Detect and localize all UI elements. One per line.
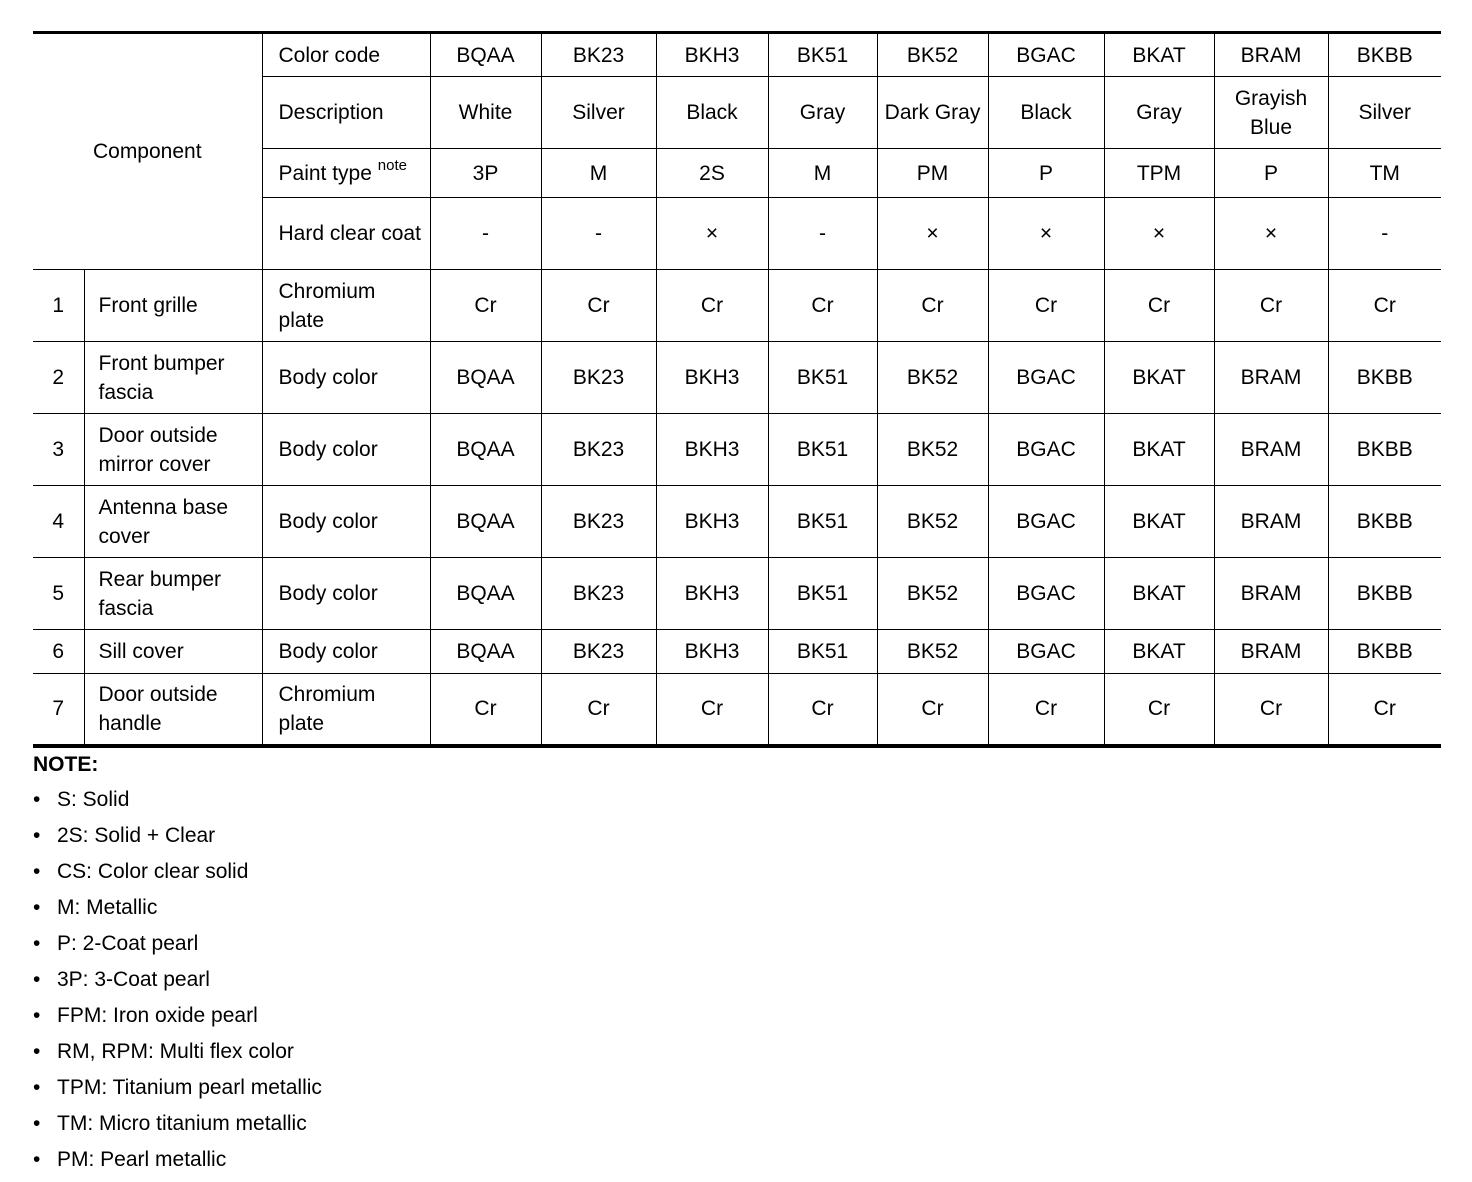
finish-value-cell: BGAC — [988, 414, 1104, 486]
finish-value-cell: Cr — [656, 270, 768, 342]
finish-value-cell: BKH3 — [656, 486, 768, 558]
finish-value-cell: BK23 — [541, 558, 656, 630]
note-item-text: 2S: Solid + Clear — [57, 824, 216, 847]
finish-value-cell: BGAC — [988, 342, 1104, 414]
finish-value-cell: BKAT — [1104, 342, 1214, 414]
component-row — [33, 342, 1441, 414]
finish-value-cell: BKBB — [1328, 342, 1441, 414]
color-code-cell: BKH3 — [656, 33, 768, 77]
finish-value-cell: Cr — [1104, 674, 1214, 746]
hard-clear-coat-label: Hard clear coat — [262, 198, 430, 270]
description-cell: Black — [988, 77, 1104, 149]
paint-type-text: Paint type — [278, 161, 372, 185]
paint-type-cell: TPM — [1104, 149, 1214, 198]
component-name: Antenna base cover — [84, 486, 262, 558]
finish-value-cell: BKH3 — [656, 558, 768, 630]
finish-value-cell: BKBB — [1328, 486, 1441, 558]
note-item-text: TM: Micro titanium metallic — [57, 1112, 307, 1135]
hard-clear-coat-cell: × — [988, 198, 1104, 270]
color-code-cell: BKAT — [1104, 33, 1214, 77]
finish-value-cell: BK51 — [768, 558, 877, 630]
finish-value-cell: BK51 — [768, 486, 877, 558]
paint-color-table — [33, 31, 1441, 748]
paint-type-cell: M — [541, 149, 656, 198]
finish-value-cell: BQAA — [430, 630, 541, 674]
note-item — [33, 786, 322, 822]
finish-value-cell: Cr — [988, 674, 1104, 746]
row-number: 1 — [33, 270, 84, 342]
paint-type-cell: TM — [1328, 149, 1441, 198]
finish-value-cell: BKBB — [1328, 558, 1441, 630]
paint-type-cell: P — [988, 149, 1104, 198]
note-item — [33, 1074, 322, 1110]
hard-clear-coat-cell: - — [1328, 198, 1441, 270]
component-row — [33, 486, 1441, 558]
note-item-text: 3P: 3-Coat pearl — [57, 968, 210, 991]
paint-type-cell: M — [768, 149, 877, 198]
note-item-text: TPM: Titanium pearl metallic — [57, 1076, 322, 1099]
finish-type: Body color — [262, 558, 430, 630]
component-row — [33, 558, 1441, 630]
finish-value-cell: Cr — [1214, 270, 1328, 342]
finish-type: Body color — [262, 342, 430, 414]
row-number: 7 — [33, 674, 84, 746]
component-name: Rear bumper fascia — [84, 558, 262, 630]
finish-value-cell: BK51 — [768, 342, 877, 414]
finish-value-cell: BKAT — [1104, 486, 1214, 558]
finish-type: Body color — [262, 630, 430, 674]
finish-value-cell: BGAC — [988, 486, 1104, 558]
paint-type-cell: 2S — [656, 149, 768, 198]
finish-value-cell: Cr — [656, 674, 768, 746]
note-superscript: note — [377, 156, 407, 174]
description-cell: Dark Gray — [877, 77, 988, 149]
finish-value-cell: BK51 — [768, 630, 877, 674]
finish-value-cell: BRAM — [1214, 558, 1328, 630]
paint-type-cell: P — [1214, 149, 1328, 198]
description-cell: Silver — [1328, 77, 1441, 149]
color-code-cell: BKBB — [1328, 33, 1441, 77]
hard-clear-coat-cell: - — [541, 198, 656, 270]
note-item — [33, 1002, 322, 1038]
note-item-text: M: Metallic — [57, 896, 158, 919]
row-number: 4 — [33, 486, 84, 558]
component-name: Front bumper fascia — [84, 342, 262, 414]
finish-value-cell: BRAM — [1214, 342, 1328, 414]
note-item-text: CS: Color clear solid — [57, 860, 249, 883]
hard-clear-coat-cell: - — [430, 198, 541, 270]
component-row — [33, 270, 1441, 342]
finish-value-cell: BK23 — [541, 486, 656, 558]
finish-value-cell: BQAA — [430, 414, 541, 486]
description-cell: Grayish Blue — [1214, 77, 1328, 149]
finish-type: Body color — [262, 486, 430, 558]
note-item — [33, 822, 322, 858]
note-item-text: RM, RPM: Multi flex color — [57, 1040, 294, 1063]
note-item — [33, 1146, 322, 1182]
finish-value-cell: BK23 — [541, 342, 656, 414]
paint-type-cell: 3P — [430, 149, 541, 198]
finish-value-cell: BKH3 — [656, 630, 768, 674]
finish-value-cell: Cr — [768, 674, 877, 746]
finish-value-cell: Cr — [877, 674, 988, 746]
note-list — [33, 786, 322, 1182]
description-cell: Silver — [541, 77, 656, 149]
finish-value-cell: Cr — [1104, 270, 1214, 342]
component-name: Sill cover — [84, 630, 262, 674]
description-cell: White — [430, 77, 541, 149]
hard-clear-coat-cell: × — [1104, 198, 1214, 270]
finish-value-cell: Cr — [1328, 270, 1441, 342]
finish-value-cell: Cr — [430, 674, 541, 746]
finish-value-cell: BK23 — [541, 414, 656, 486]
finish-value-cell: Cr — [541, 270, 656, 342]
finish-value-cell: BKAT — [1104, 630, 1214, 674]
finish-value-cell: Cr — [1214, 674, 1328, 746]
color-code-label: Color code — [262, 33, 430, 77]
note-item — [33, 930, 322, 966]
bullet-icon: • — [33, 824, 41, 847]
note-item — [33, 1038, 322, 1074]
hard-clear-coat-cell: × — [877, 198, 988, 270]
bullet-icon: • — [33, 788, 41, 811]
component-row — [33, 630, 1441, 674]
description-cell: Black — [656, 77, 768, 149]
finish-value-cell: BGAC — [988, 630, 1104, 674]
finish-type: Chromium plate — [262, 270, 430, 342]
bullet-icon: • — [33, 1112, 41, 1135]
note-section — [33, 750, 322, 1182]
bullet-icon: • — [33, 1148, 41, 1171]
note-item — [33, 966, 322, 1002]
finish-value-cell: Cr — [988, 270, 1104, 342]
color-code-cell: BRAM — [1214, 33, 1328, 77]
finish-value-cell: BQAA — [430, 558, 541, 630]
description-label: Description — [262, 77, 430, 149]
finish-value-cell: BKAT — [1104, 414, 1214, 486]
finish-value-cell: BKBB — [1328, 630, 1441, 674]
finish-value-cell: BK52 — [877, 486, 988, 558]
hard-clear-coat-cell: × — [656, 198, 768, 270]
finish-value-cell: BK52 — [877, 342, 988, 414]
finish-value-cell: BRAM — [1214, 414, 1328, 486]
finish-value-cell: Cr — [877, 270, 988, 342]
bullet-icon: • — [33, 968, 41, 991]
note-item-text: FPM: Iron oxide pearl — [57, 1004, 258, 1027]
hard-clear-coat-cell: × — [1214, 198, 1328, 270]
bullet-icon: • — [33, 932, 41, 955]
paint-type-cell: PM — [877, 149, 988, 198]
finish-value-cell: Cr — [1328, 674, 1441, 746]
color-code-cell: BK52 — [877, 33, 988, 77]
bullet-icon: • — [33, 896, 41, 919]
finish-value-cell: BKAT — [1104, 558, 1214, 630]
component-row — [33, 674, 1441, 746]
component-name: Front grille — [84, 270, 262, 342]
finish-value-cell: BRAM — [1214, 630, 1328, 674]
finish-value-cell: BK52 — [877, 558, 988, 630]
row-number: 5 — [33, 558, 84, 630]
bullet-icon: • — [33, 1004, 41, 1027]
note-item — [33, 1110, 322, 1146]
component-header: Component — [33, 33, 262, 270]
finish-value-cell: BKBB — [1328, 414, 1441, 486]
row-number: 2 — [33, 342, 84, 414]
note-item — [33, 858, 322, 894]
paint-type-label — [262, 149, 430, 198]
note-item-text: PM: Pearl metallic — [57, 1148, 227, 1171]
row-number: 3 — [33, 414, 84, 486]
color-code-cell: BK23 — [541, 33, 656, 77]
finish-value-cell: BK52 — [877, 630, 988, 674]
finish-value-cell: BKH3 — [656, 342, 768, 414]
component-name: Door outside handle — [84, 674, 262, 746]
note-item-text: S: Solid — [57, 788, 130, 811]
finish-value-cell: BKH3 — [656, 414, 768, 486]
finish-value-cell: BQAA — [430, 342, 541, 414]
hard-clear-coat-cell: - — [768, 198, 877, 270]
finish-value-cell: Cr — [768, 270, 877, 342]
finish-value-cell: Cr — [541, 674, 656, 746]
description-cell: Gray — [768, 77, 877, 149]
finish-value-cell: Cr — [430, 270, 541, 342]
bullet-icon: • — [33, 1076, 41, 1099]
finish-value-cell: BRAM — [1214, 486, 1328, 558]
finish-value-cell: BQAA — [430, 486, 541, 558]
bullet-icon: • — [33, 860, 41, 883]
row-number: 6 — [33, 630, 84, 674]
note-item — [33, 894, 322, 930]
color-code-cell: BGAC — [988, 33, 1104, 77]
color-code-cell: BK51 — [768, 33, 877, 77]
finish-value-cell: BK23 — [541, 630, 656, 674]
component-row — [33, 414, 1441, 486]
finish-value-cell: BGAC — [988, 558, 1104, 630]
finish-type: Chromium plate — [262, 674, 430, 746]
note-item-text: P: 2-Coat pearl — [57, 932, 199, 955]
color-code-cell: BQAA — [430, 33, 541, 77]
finish-value-cell: BK51 — [768, 414, 877, 486]
finish-type: Body color — [262, 414, 430, 486]
note-title: NOTE: — [33, 753, 99, 776]
description-cell: Gray — [1104, 77, 1214, 149]
finish-value-cell: BK52 — [877, 414, 988, 486]
bullet-icon: • — [33, 1040, 41, 1063]
component-name: Door outside mirror cover — [84, 414, 262, 486]
